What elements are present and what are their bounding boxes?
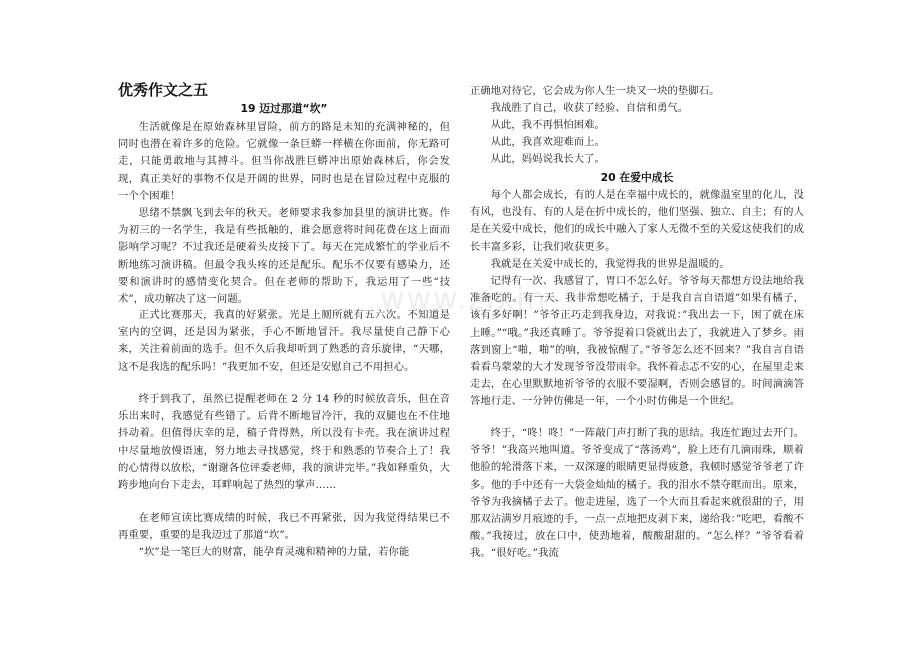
essay-2-paragraph-3: 记得有一次、我感冒了，胃口不怎么好。爷爷每天都想方设法地给我准备吃的。有一天、我非常想吃橘子，于是我自言自语道”如果有橘子，该有多好啊！”爷爷正巧走到我身边，对我说：”我出去一下，困了就在床上睡。”“哦。”我还真睡了。爷爷提着口袋就出去了，我就进入了梦乡。雨落到窗上“啪，啪”的响，我被惊醒了。”爷爷怎么还不回来？”我自言自语看看乌蒙蒙的大才发现爷爷没带雨伞。我怀着忐忑不安的心，在屋里走来走去，在心里默默地祈爷爷的衣服不要湿啊，否则会感冒的。时间滴滴答答地行走、一分钟仿佛是一年，一个小时仿佛是一个世纪。 (470, 275, 804, 408)
essay-1-title: 19 迈过那道“坎” (240, 102, 328, 115)
essay-2-paragraph-2: 我就是在关爱中成长的，我觉得我的世界是温暖的。 (490, 258, 730, 270)
essay-1-paragraph-6: “坎”是一笔巨大的财富，能孕育灵魂和精神的力量，若你能 (138, 546, 410, 558)
essay-1-paragraph-9: 从此，我喜欢迎难而上。 (490, 136, 605, 148)
essay-1-paragraph-4: 终于到我了，虽然已提醒老师在 2 分 14 秒的时候放音乐，但在音乐出来时，我感觉有些错了。后背不断地冒冷汗，我的双腿也在不住地抖动着。但值得庆幸的是，稿子背得熟，所以没有卡壳。我在演讲过程中尽量地放慢语速，努力地去寻找感觉，终于和熟悉的节奏合上了！我的心情得以放松，“谢谢各位评委老师，我的演讲完毕。”我如释重负，大跨步地向台下走去，耳畔响起了热烈的掌声…… (118, 393, 450, 492)
watermark-text: www.zixin (380, 282, 548, 317)
essay-1-paragraph-5: 在老师宣读比赛成绩的时候，我已不再紧张，因为我觉得结果已不再重要，重要的是我迈过了那道“坎”。 (118, 512, 450, 542)
essay-1-paragraph-2: 思绪不禁飘飞到去年的秋天。老师要求我参加县里的演讲比赛。作为初三的一名学生，我是有些抵触的，谁会愿意将时间花费在这上面而影响学习呢？不过我还是硬着头皮接下了。每天在完成繁忙的学业后不断地练习演讲稿。但最令我头疼的还是配乐。配乐不仅要有感染力，还要和演讲时的感情变化契合。但在老师的帮助下，我运用了一些“技术”，成功解决了这一问题。 (118, 207, 450, 306)
essay-1-paragraph-6-continued: 正确地对待它，它会成为你人生一块又一块的垫脚石。 (470, 85, 720, 97)
essay-1-paragraph-10: 从此，妈妈说我长大了。 (490, 153, 605, 165)
essay-1-paragraph-7: 我战胜了自己，收获了经验、自信和勇气。 (490, 102, 689, 114)
essay-1-paragraph-3: 正式比赛那天，我真的好紧张。光是上厕所就有五六次。不知道是室内的空调，还是因为紧张，手心不断地冒汗。我尽量使自己静下心来，关注着前面的选手。但不久后我却听到了熟悉的音乐旋律，“天哪，这不是我选的配乐吗！”我更加不安，但还是安慰自己不用担心。 (118, 309, 450, 373)
essay-1-paragraph-8: 从此，我不再惧怕困难。 (490, 119, 605, 131)
essay-1-paragraph-1: 生活就像是在原始森林里冒险，前方的路是未知的充满神秘的，但同时也潜在着许多的危险。它就像一条巨蟒一样横在你面前，你无路可走，只能勇敢地与其搏斗。但当你战胜巨蟒冲出原始森林后，你会发现，真正美好的事物不仅是开阔的世界，同时也是在冒险过程中克服的一个个困难！ (118, 121, 450, 202)
document-title: 优秀作文之五 (118, 81, 209, 99)
essay-2-paragraph-4: 终于，“咚！咚！”一阵敲门声打断了我的思结。我连忙跑过去开门。爷爷！”我高兴地叫道。爷爷变成了“落汤鸡”，脸上还有几滴雨珠，顺着他脸的轮滑落下来，一双深邃的眼睛更显得疲惫，我顿时感觉爷爷老了许多。他的手中还有一大袋金灿灿的橘子。我的泪水不禁夺眶而出。原来，爷爷为我摘橘子去了。他走进屋，选了一个大而且看起来就很甜的子，用那双沾满岁月痕迹的手，一点一点地把皮剥下来，递给我：”吃吧，看酸不酸。”我接过，放在口中，使劲地着，酸酸甜甜的。“怎么样？”爷爷看着我。“很好吃。”我流 (470, 427, 804, 560)
essay-2-title: 20 在爱中成长 (600, 171, 674, 184)
essay-2-paragraph-1: 每个人都会成长，有的人是在幸福中成长的，就像温室里的化儿，没有风，也没有、有的人是在折中成长的，他们坚强、独立、自主；有的人是在关爱中成长，他们的成长中融入了家人无微不至的关爱这使我们的成长丰富多彩，让我们收获更多。 (470, 189, 804, 253)
